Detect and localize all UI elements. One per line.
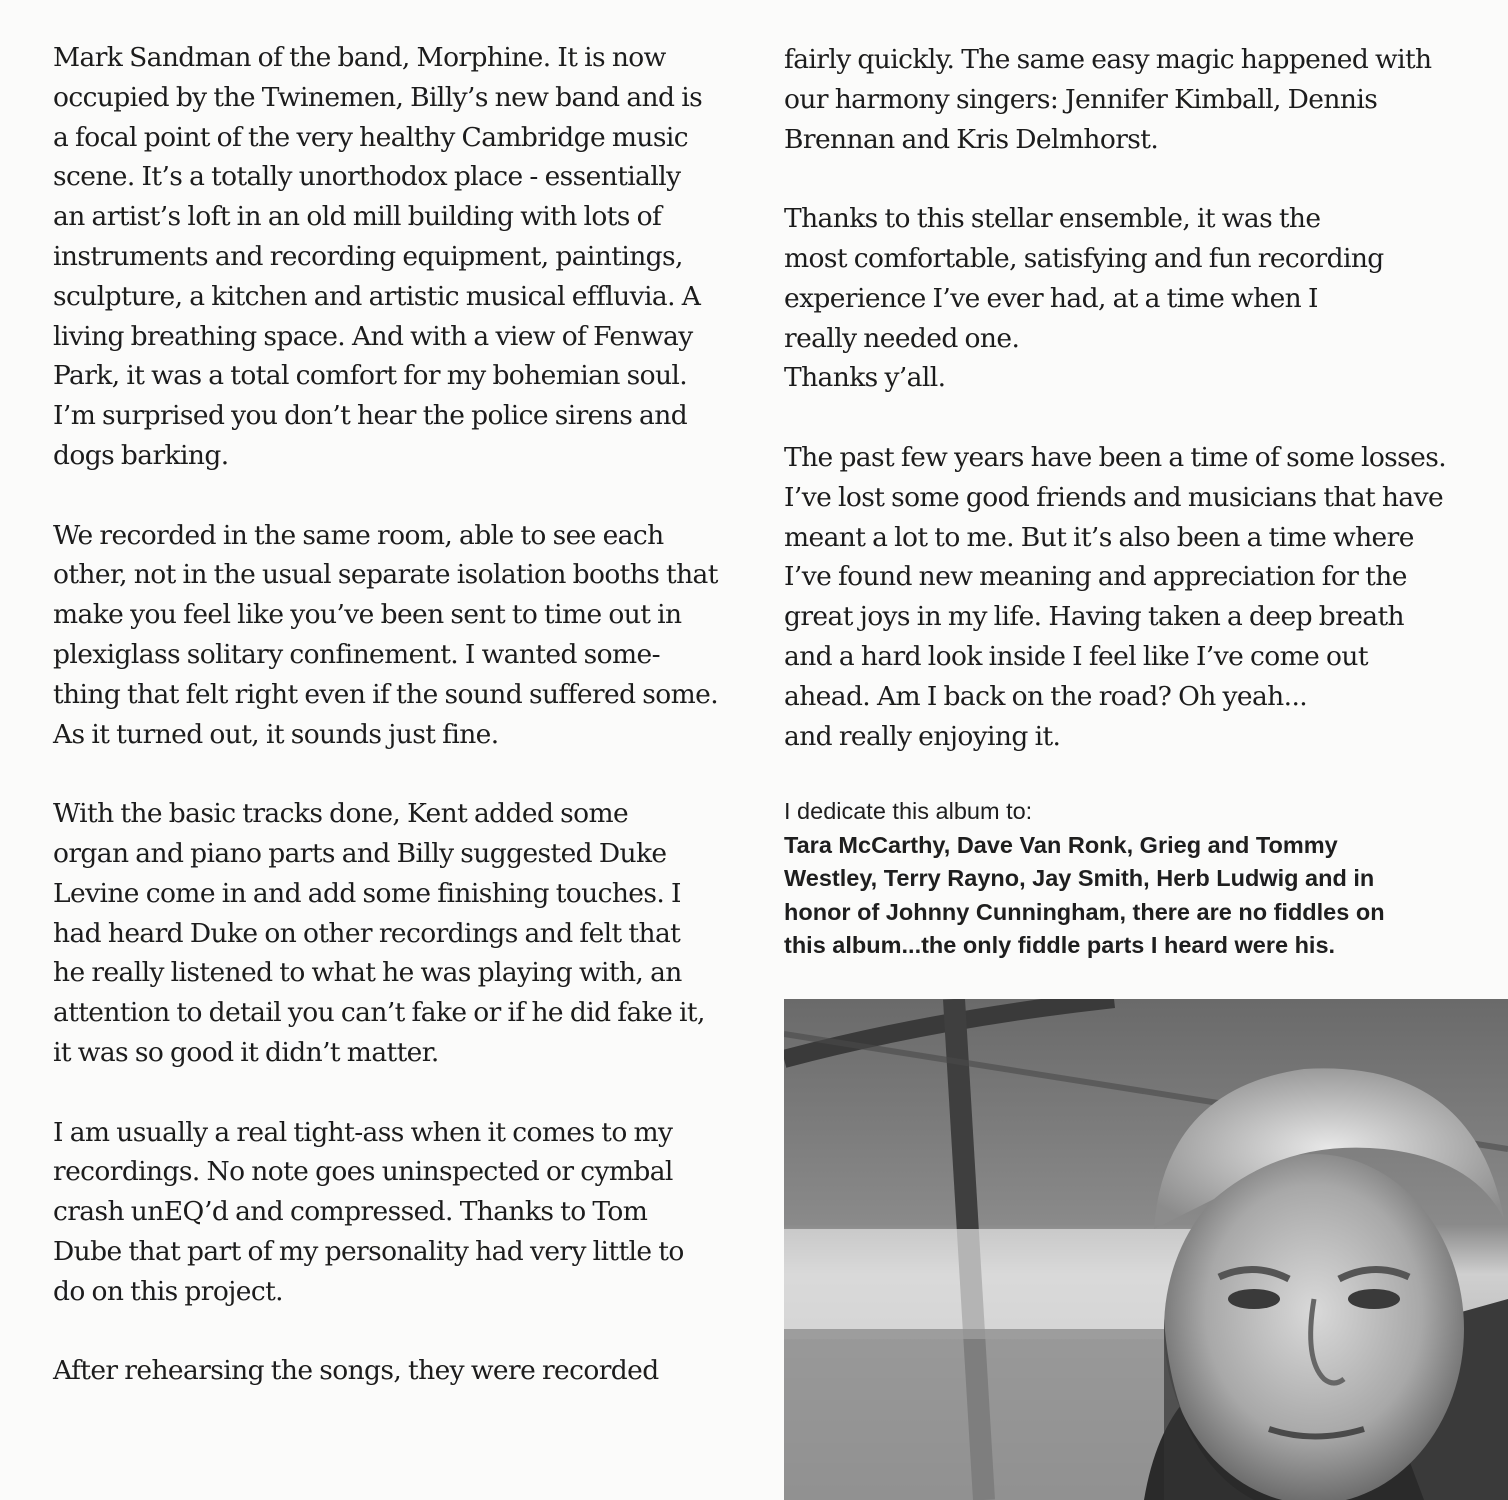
- text-line: fairly quickly. The same easy magic happened with: [784, 44, 1432, 75]
- text-line: most comfortable, satisfying and fun recording: [784, 242, 1384, 274]
- text-line: attention to detail you can’t fake or if he did fake it,: [53, 997, 705, 1029]
- right-text-column: [784, 40, 1484, 796]
- text-line: I’ve found new meaning and appreciation for the: [784, 561, 1407, 593]
- text-line: Thanks y’all.: [784, 362, 946, 394]
- text-line: Thanks to this stellar ensemble, it was the: [784, 203, 1321, 235]
- portrait-image: [784, 999, 1508, 1500]
- dedication-line: honor of Johnny Cunningham, there are no fiddles on: [784, 898, 1385, 925]
- text-line: scene. It’s a totally unorthodox place - essentially: [53, 161, 681, 193]
- text-line: sculpture, a kitchen and artistic musical effluvia. A: [53, 280, 701, 312]
- text-line: experience I’ve ever had, at a time when I: [784, 282, 1318, 314]
- text-line: Mark Sandman of the band, Morphine. It is now: [53, 42, 666, 73]
- paragraph-tight-ass: [53, 1113, 753, 1312]
- text-line: it was so good it didn’t matter.: [53, 1036, 439, 1068]
- text-line: an artist’s loft in an old mill building with lots of: [53, 201, 662, 233]
- text-line: As it turned out, it sounds just fine.: [53, 718, 499, 750]
- text-line: and really enjoying it.: [784, 720, 1061, 752]
- text-line: really needed one.: [784, 322, 1020, 354]
- left-text-column: [53, 38, 753, 1431]
- text-line: Dube that part of my personality had very little to: [53, 1235, 684, 1267]
- dedication-line: this album...the only fiddle parts I heard were his.: [784, 932, 1336, 959]
- text-line: recordings. No note goes uninspected or cymbal: [53, 1156, 673, 1188]
- text-line: After rehearsing the songs, they were recorded: [53, 1355, 659, 1387]
- text-line: The past few years have been a time of some losses.: [784, 441, 1447, 473]
- text-line: make you feel like you’ve been sent to time out in: [53, 599, 682, 631]
- text-line: Park, it was a total comfort for my bohemian soul.: [53, 360, 688, 392]
- text-line: a focal point of the very healthy Cambridge music: [53, 121, 688, 153]
- text-line: had heard Duke on other recordings and felt that: [53, 917, 681, 949]
- dedication-line: Westley, Terry Rayno, Jay Smith, Herb Ludwig and in: [784, 865, 1375, 892]
- text-line: With the basic tracks done, Kent added some: [53, 798, 629, 830]
- paragraph-rehearsing: [53, 1351, 753, 1391]
- paragraph-harmony-singers: [784, 40, 1484, 159]
- text-line: I am usually a real tight-ass when it comes to my: [53, 1116, 673, 1148]
- text-line: thing that felt right even if the sound suffered some.: [53, 678, 719, 710]
- paragraph-losses: [784, 438, 1484, 756]
- text-line: crash unEQ’d and compressed. Thanks to Tom: [53, 1196, 648, 1228]
- text-line: Brennan and Kris Delmhorst.: [784, 123, 1159, 155]
- text-line: dogs barking.: [53, 439, 229, 471]
- paragraph-recording-room: [53, 516, 753, 755]
- text-line: We recorded in the same room, able to see each: [53, 519, 664, 551]
- text-line: do on this project.: [53, 1275, 284, 1307]
- text-line: he really listened to what he was playing with, an: [53, 957, 682, 989]
- text-line: plexiglass solitary confinement. I wanted some-: [53, 638, 660, 670]
- text-line: ahead. Am I back on the road? Oh yeah...: [784, 680, 1308, 712]
- text-line: great joys in my life. Having taken a deep breath: [784, 601, 1404, 633]
- text-line: living breathing space. And with a view of Fenway: [53, 320, 693, 352]
- paragraph-basic-tracks: [53, 794, 753, 1073]
- text-line: organ and piano parts and Billy suggested Duke: [53, 837, 667, 869]
- text-line: I’ve lost some good friends and musicians that have: [784, 481, 1444, 513]
- text-line: other, not in the usual separate isolation booths that: [53, 559, 718, 591]
- text-line: meant a lot to me. But it’s also been a time where: [784, 521, 1414, 553]
- text-line: occupied by the Twinemen, Billy’s new band and is: [53, 81, 703, 113]
- dedication-block: [784, 795, 1484, 963]
- paragraph-thanks: [784, 199, 1484, 398]
- text-line: instruments and recording equipment, paintings,: [53, 240, 683, 272]
- portrait-photo: [784, 999, 1508, 1500]
- paragraph-studio: [53, 38, 753, 476]
- dedication-heading: I dedicate this album to:: [784, 798, 1033, 824]
- text-line: Levine come in and add some finishing touches. I: [53, 877, 681, 909]
- text-line: I’m surprised you don’t hear the police sirens and: [53, 400, 688, 432]
- dedication-names: [784, 829, 1484, 963]
- text-line: and a hard look inside I feel like I’ve come out: [784, 640, 1368, 672]
- dedication-line: Tara McCarthy, Dave Van Ronk, Grieg and Tommy: [784, 831, 1338, 858]
- text-line: our harmony singers: Jennifer Kimball, Dennis: [784, 83, 1378, 115]
